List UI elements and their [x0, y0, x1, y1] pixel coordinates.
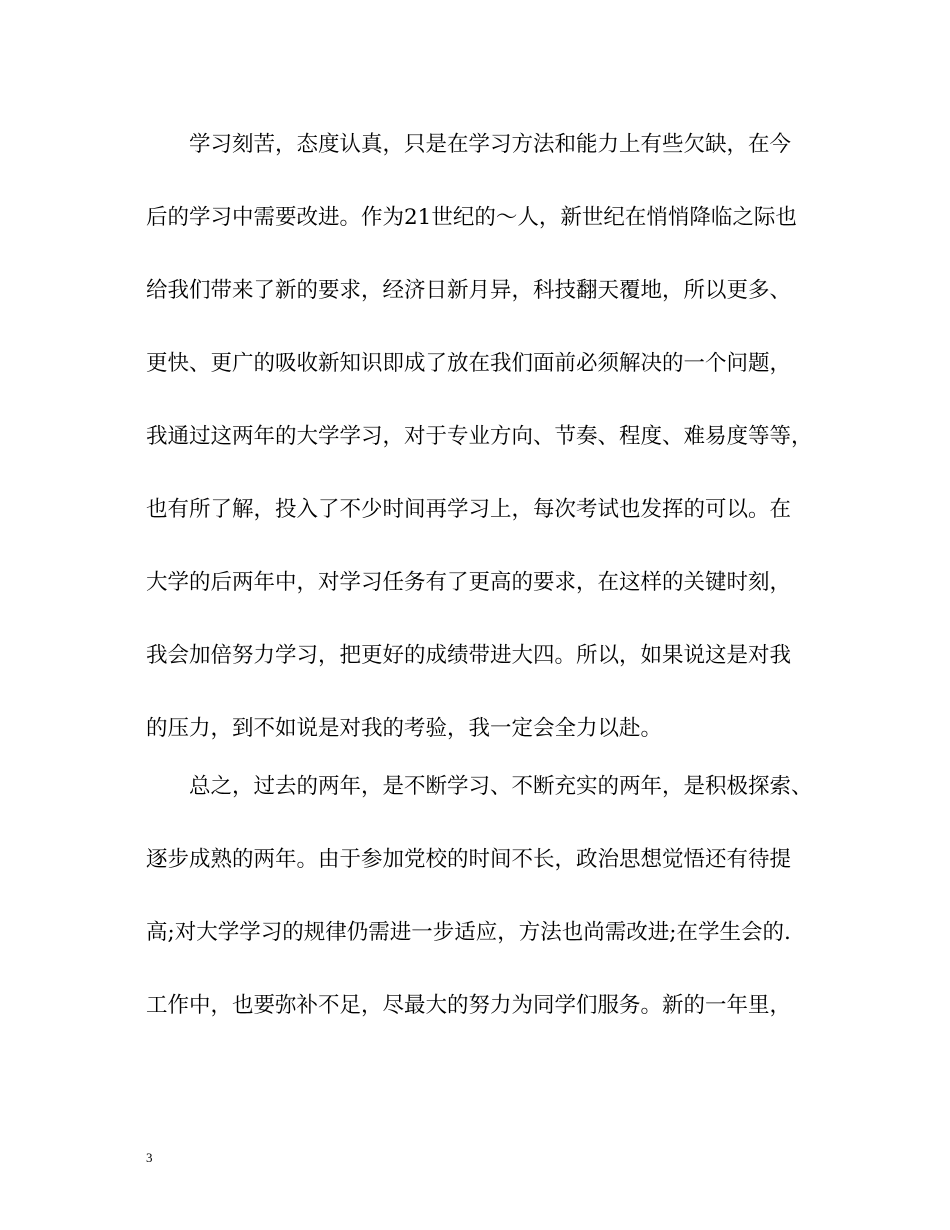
paragraph-line: 逐步成熟的两年。由于参加党校的时间不长，政治思想觉悟还有待提 [146, 847, 792, 872]
paragraph-line: 也有所了解，投入了不少时间再学习上，每次考试也发挥的可以。在 [146, 497, 792, 522]
paragraph-line: 总之，过去的两年，是不断学习、不断充实的两年，是积极探索、 [189, 774, 813, 799]
paragraph-line: 学习刻苦，态度认真，只是在学习方法和能力上有些欠缺，在今 [189, 132, 792, 157]
page-number: 3 [146, 1150, 153, 1165]
paragraph-line: 后的学习中需要改进。作为21世纪的～人，新世纪在悄悄降临之际也 [146, 205, 797, 230]
paragraph-line: 工作中，也要弥补不足，尽最大的努力为同学们服务。新的一年里， [146, 993, 792, 1018]
paragraph-line: 我通过这两年的大学学习，对于专业方向、节奏、程度、难易度等等， [146, 424, 813, 449]
paragraph-line: 的压力，到不如说是对我的考验，我一定会全力以赴。 [146, 716, 663, 741]
paragraph-line: 大学的后两年中，对学习任务有了更高的要求，在这样的关键时刻， [146, 570, 792, 595]
paragraph-line: 更快、更广的吸收新知识即成了放在我们面前必须解决的一个问题， [146, 351, 792, 376]
paragraph-line: 高;对大学学习的规律仍需进一步适应，方法也尚需改进;在学生会的. [146, 920, 791, 945]
paragraph-line: 我会加倍努力学习，把更好的成绩带进大四。所以，如果说这是对我 [146, 643, 792, 668]
paragraph-line: 给我们带来了新的要求，经济日新月异，科技翻天覆地，所以更多、 [146, 278, 792, 303]
